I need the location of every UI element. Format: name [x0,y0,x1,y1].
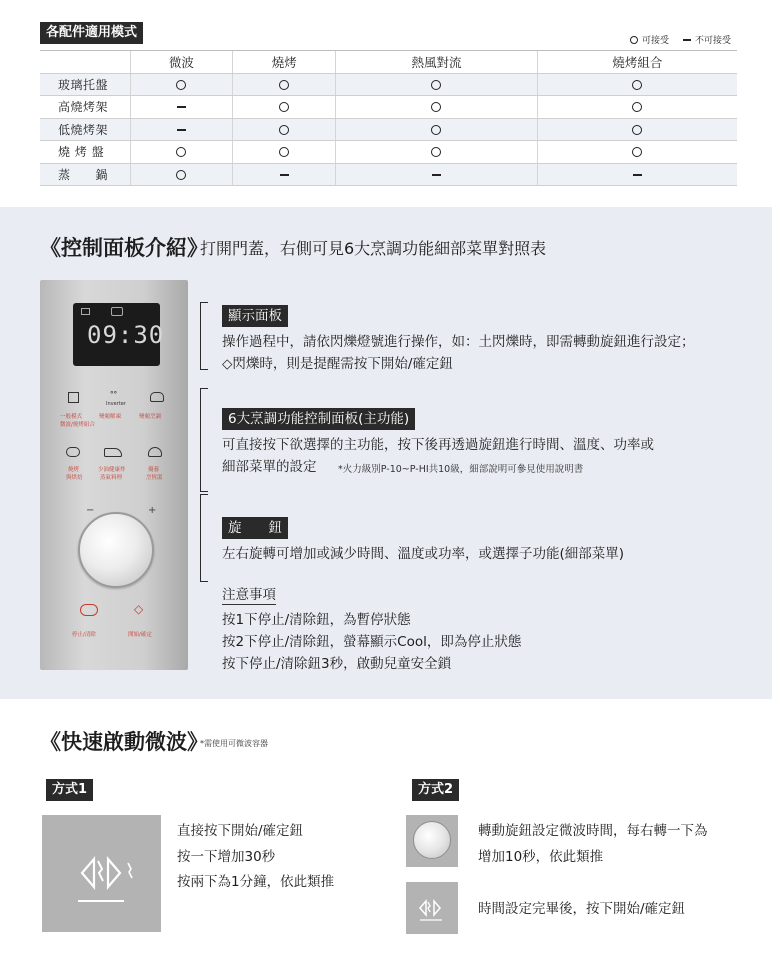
table-row [40,141,737,164]
start-button-small-illustration[interactable] [406,882,458,934]
functions-line-2: 細部菜單的設定 [222,459,317,475]
minus-icon: − [86,505,95,516]
control-subheading: 打開門蓋，右側可見6大烹調功能細部菜單對照表 [200,239,547,258]
row-label: 玻璃托盤 [40,73,130,96]
inverter-icon: ᐤᐤ [110,390,118,400]
table-cell [537,118,737,141]
reject-icon [432,174,441,176]
oven-icon [111,307,123,316]
column-header: 微波 [130,51,233,74]
dial-knob[interactable] [78,512,154,588]
row-label: 蒸 鍋 [40,163,130,186]
column-header: 燒烤 [233,51,336,74]
accept-icon [632,80,642,90]
row-label: 低燒烤架 [40,118,130,141]
stop-icon[interactable] [80,604,98,616]
accept-icon [279,80,289,90]
accept-icon [176,147,186,157]
table-row [40,163,737,186]
quick-heading: 《快速啟動微波》 [40,730,208,754]
accept-icon [176,170,186,180]
table-cell [130,141,233,164]
reject-icon [633,174,642,176]
table-row [40,96,737,119]
table-cell [130,73,233,96]
warm-button-sublabel: 烹恆溫 [146,475,163,481]
accept-icon [431,80,441,90]
notes-line-1: 按1下停止/清除鈕，為暫停狀態 [222,612,411,628]
start-icon [406,882,458,934]
grill-icon [66,447,80,457]
start-icon[interactable]: ◇ [134,602,144,616]
method1-tag: 方式1 [46,779,93,801]
accessory-section-title: 各配件適用模式 [40,22,143,44]
column-header: 熱風對流 [336,51,538,74]
dial-line-1: 左右旋轉可增加或減少時間、溫度或功率，或選擇子功能(細部菜單) [222,546,625,562]
functions-section-title: 6大烹調功能控制面板(主功能) [222,408,415,430]
method1-line-3: 按兩下為1分鐘，依此類推 [177,874,335,890]
bracket-display [200,302,208,370]
warm-button-label: 優養 [148,467,160,473]
table-cell [233,163,336,186]
dial-section-title: 旋 鈕 [222,517,288,539]
inverter-text: Inverter [106,401,126,407]
memo-icon [81,308,90,315]
table-cell [537,96,737,119]
table-row [40,118,737,141]
row-label: 高燒烤架 [40,96,130,119]
functions-line-1: 可直接按下欲選擇的主功能，按下後再透過旋鈕進行時間、溫度、功率或 [222,437,654,453]
stop-button-label: 停止/清除 [72,632,96,638]
plus-icon: + [148,505,157,516]
quick-note: *需使用可微波容器 [200,739,268,748]
method1-line-2: 按一下增加30秒 [177,849,276,865]
table-cell [130,163,233,186]
oilless-button-sublabel: 蒸氣料理 [100,475,123,481]
display-line-2: ◇閃爍時，則是提醒需按下開始/確定鈕 [222,356,453,372]
bracket-functions [200,388,208,492]
display-line-1: 操作過程中，請依閃爍燈號進行操作，如：土閃爍時，即需轉動旋鈕進行設定； [222,334,695,350]
table-row [40,73,737,96]
reject-icon [177,129,186,131]
accept-icon [431,125,441,135]
steam-button-label: 變頻烹調 [139,414,162,420]
fryer-icon [104,448,122,457]
method2-line-2: 增加10秒，依此類推 [478,849,604,865]
accept-icon [431,102,441,112]
bracket-dial [200,494,208,582]
method2-line-1: 轉動旋鈕設定微波時間，每右轉一下為 [478,823,708,839]
accept-icon [279,147,289,157]
row-label: 燒 烤 盤 [40,141,130,164]
accept-icon [632,102,642,112]
accessory-table [40,50,737,186]
dial-button-illustration[interactable] [406,815,458,867]
grid-icon [68,392,79,403]
start-button-illustration[interactable] [42,815,161,932]
table-cell [130,118,233,141]
table-cell [336,73,538,96]
legend-reject: 不可接受 [695,36,732,46]
mode-button-sublabel: 微波/燒烤組合 [60,422,95,428]
display-section-title: 顯示面板 [222,305,288,327]
accept-icon [630,36,638,44]
reject-icon [280,174,289,176]
display-time: 09:30 [87,321,165,349]
start-icon [42,815,161,932]
table-cell [537,73,737,96]
table-cell [336,118,538,141]
table-cell [537,141,737,164]
method1-line-1: 直接按下開始/確定鈕 [177,823,304,839]
oilless-button-label: 少油健康炸 [98,467,126,473]
table-cell [336,163,538,186]
table-cell [233,96,336,119]
grill-button-label: 燒烤 [68,467,80,473]
legend [630,33,731,46]
accept-icon [176,80,186,90]
table-cell [336,96,538,119]
method2-tag: 方式2 [412,779,459,801]
method2-step2: 時間設定完畢後，按下開始/確定鈕 [478,901,686,917]
button-row-1 [60,390,170,430]
table-cell [336,141,538,164]
control-heading: 《控制面板介紹》 [40,236,208,260]
display-panel [73,303,165,366]
accept-icon [279,102,289,112]
reject-icon [177,106,186,108]
button-row-2 [66,447,170,487]
start-button-label: 開始/確定 [128,632,152,638]
pot-icon [150,392,164,402]
warm-icon [148,447,162,457]
accept-icon [279,125,289,135]
inverter-button-label: 變頻解凍 [99,414,122,420]
mode-button-label: 一般模式 [60,414,83,420]
dial-icon [413,821,451,859]
legend-accept: 可接受 [642,36,670,46]
table-corner [40,51,130,74]
accept-icon [632,147,642,157]
column-header: 燒烤組合 [537,51,737,74]
notes-title: 注意事項 [222,587,276,603]
grill-button-sublabel: 與烘焙 [66,475,83,481]
table-cell [537,163,737,186]
table-cell [233,141,336,164]
accept-icon [632,125,642,135]
table-cell [233,73,336,96]
reject-icon [683,39,691,41]
accept-icon [431,147,441,157]
functions-note: *火力級別P-10~P-HI共10級，細部說明可參見使用說明書 [338,464,584,475]
table-cell [130,96,233,119]
table-cell [233,118,336,141]
notes-line-2: 按2下停止/清除鈕，螢幕顯示Cool，即為停止狀態 [222,634,522,650]
notes-line-3: 按下停止/清除鈕3秒，啟動兒童安全鎖 [222,656,452,672]
table-header-row [40,51,737,74]
